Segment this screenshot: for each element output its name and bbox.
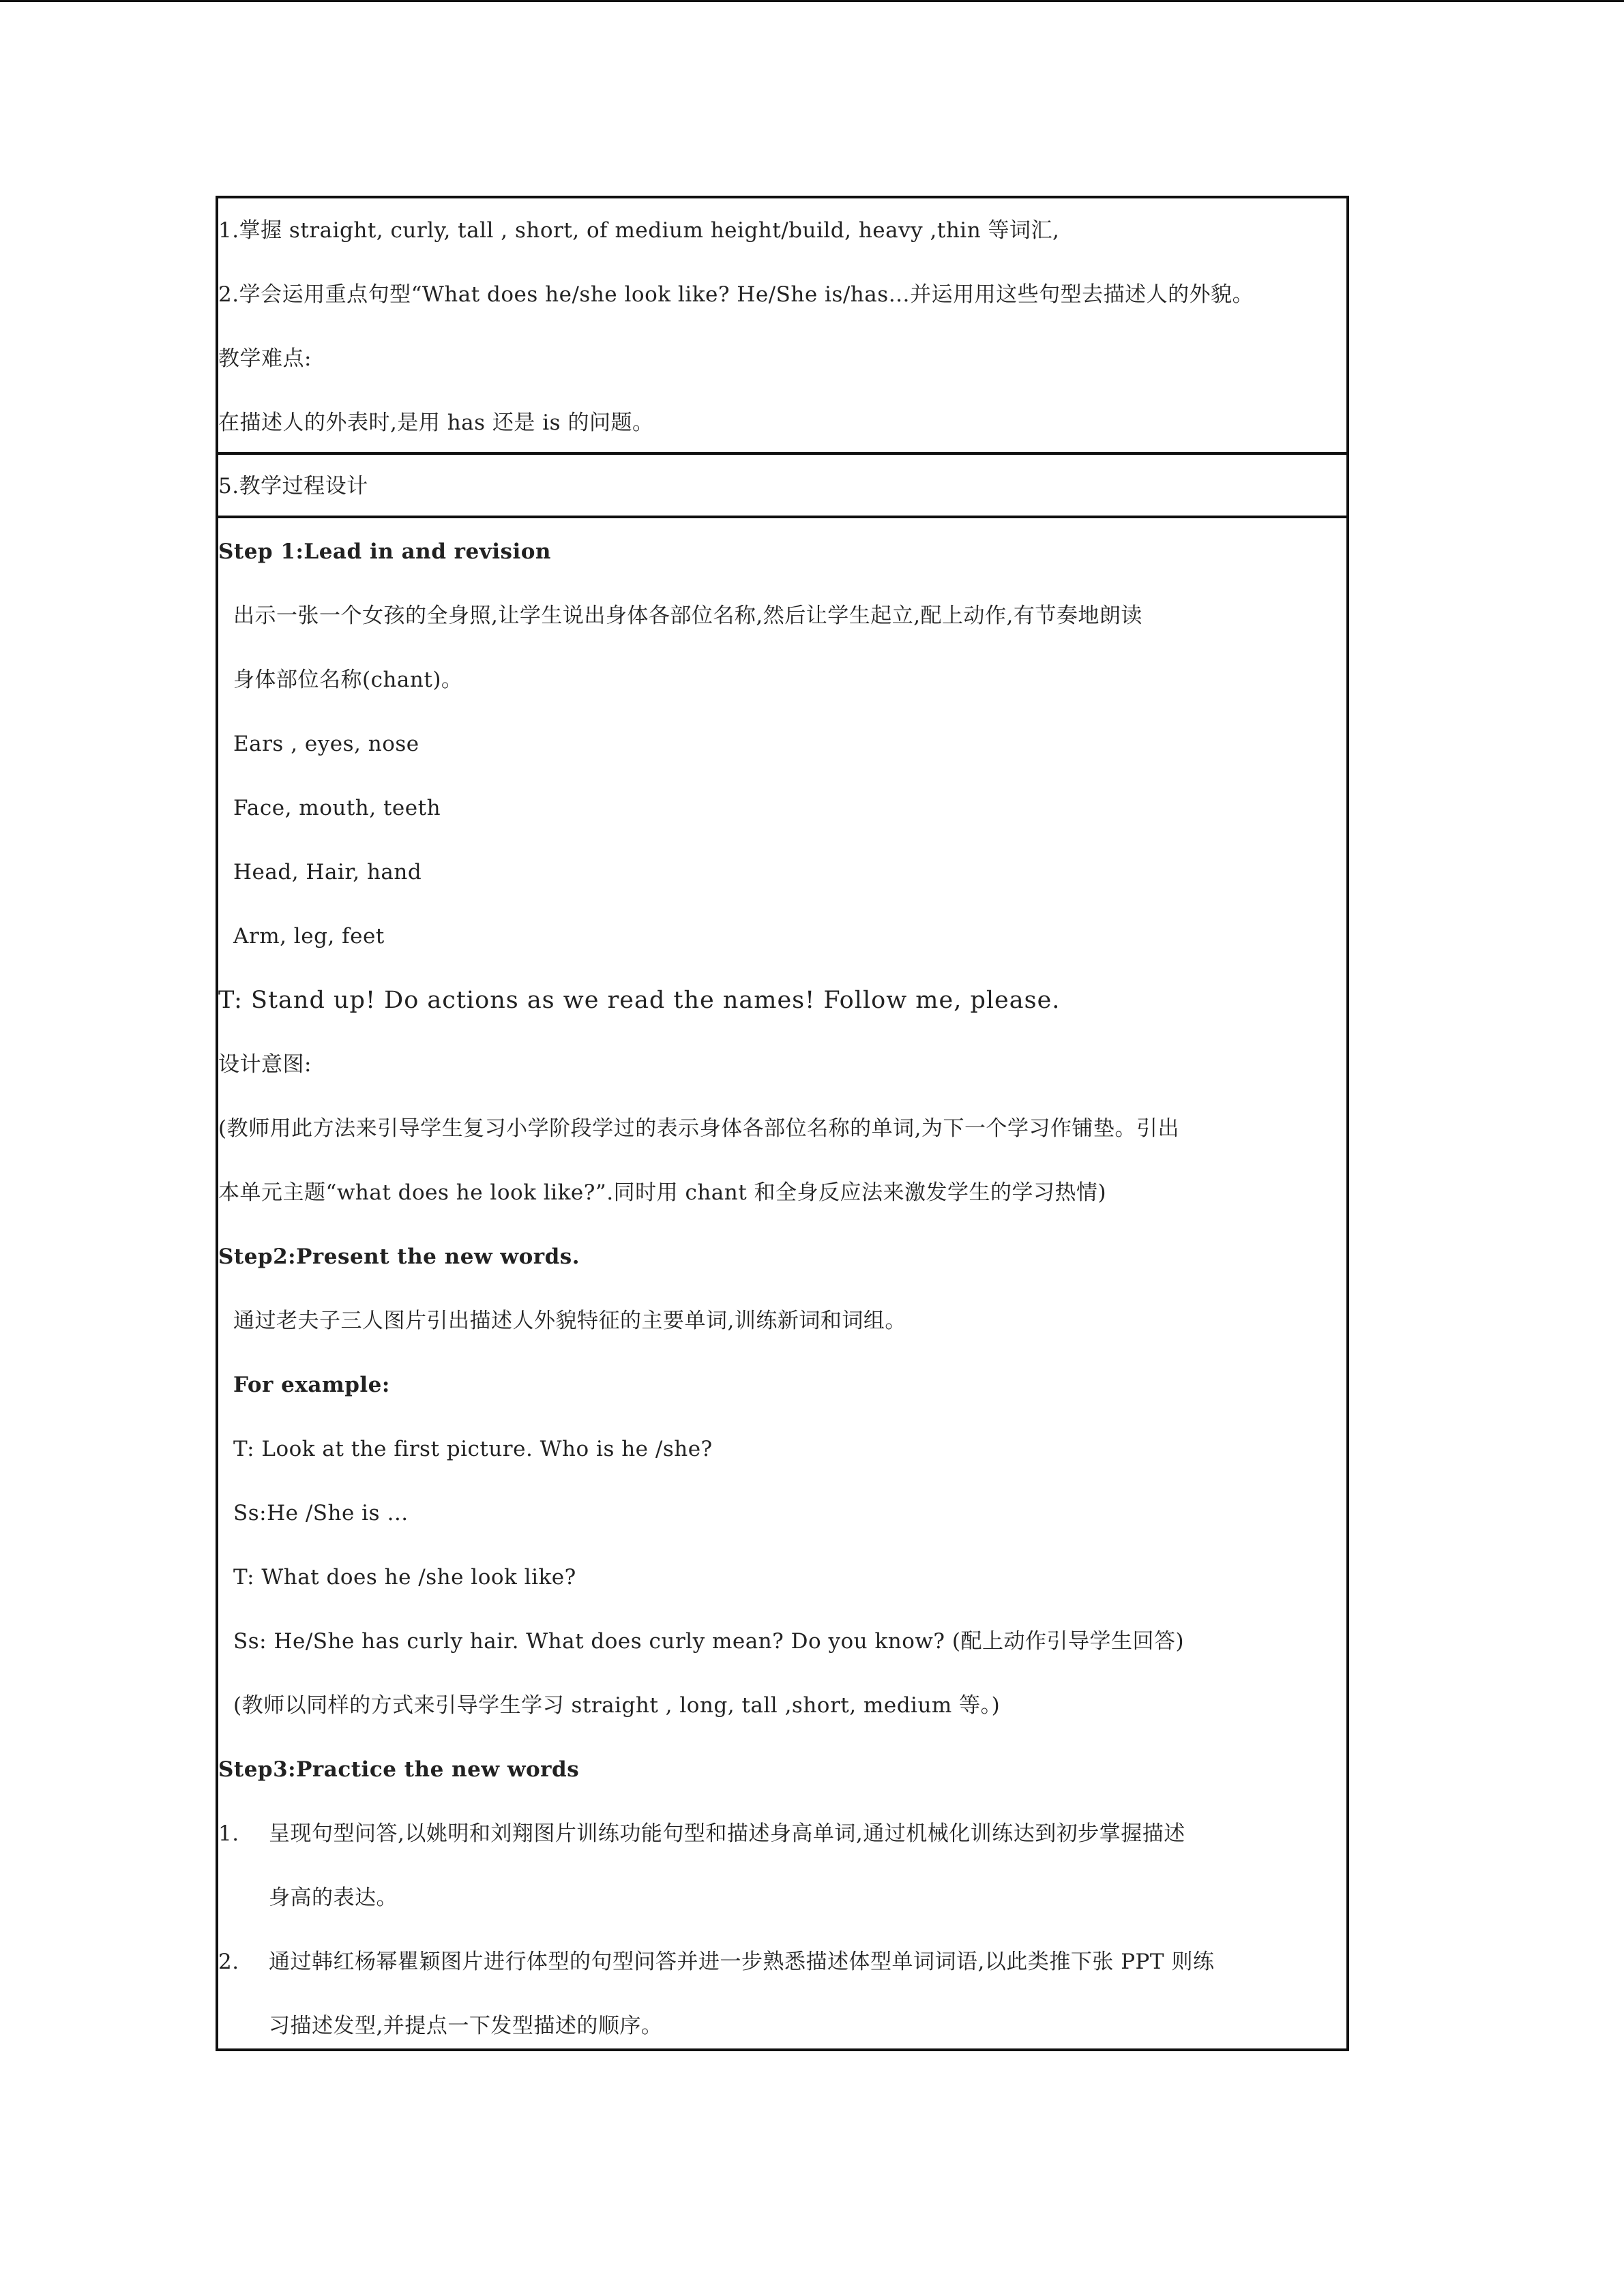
example-label: For example: <box>233 1373 390 1397</box>
step3-title: Step3:Practice the new words <box>218 1757 580 1782</box>
practice-item-line: 通过韩红杨幂瞿颖图片进行体型的句型问答并进一步熟悉描述体型单词词语,以此类推下张 PPT 则练 <box>269 1950 1215 1974</box>
teacher-instruction: T: Stand up! Do actions as we read the names! Follow me, please. <box>218 987 1061 1014</box>
practice-item-line: 身高的表达。 <box>269 1885 398 1910</box>
practice-item <box>218 1930 1346 1994</box>
list-marker: 2. <box>218 1950 239 1974</box>
lesson-plan-table <box>216 196 1349 2051</box>
dialogue-line: Ss:He /She is … <box>233 1501 409 1525</box>
dialogue-line: Ss: He/She has curly hair. What does curly mean? Do you know? (配上动作引导学生回答) <box>233 1629 1185 1654</box>
body-words-line: Ears , eyes, nose <box>233 732 419 756</box>
process-cell <box>218 518 1346 2048</box>
objective-line: 2.学会运用重点句型“What does he/she look like? He/She is/has…并运用用这些句型去描述人的外貌。 <box>218 282 1254 307</box>
dialogue-line: T: What does he /she look like? <box>233 1565 576 1590</box>
design-intent-text: 本单元主题“what does he look like?”.同时用 chant 和全身反应法来激发学生的学习热情) <box>218 1180 1107 1205</box>
body-words-line: Face, mouth, teeth <box>233 796 441 820</box>
practice-item-line: 呈现句型问答,以姚明和刘翔图片训练功能句型和描述身高单词,通过机械化训练达到初步掌握描述 <box>269 1821 1185 1846</box>
difficulty-label: 教学难点: <box>218 346 312 371</box>
design-intent-text: (教师用此方法来引导学生复习小学阶段学过的表示身体各部位名称的单词,为下一个学习作铺垫。引出 <box>218 1116 1179 1141</box>
dialogue-line: T: Look at the first picture. Who is he /she? <box>233 1437 713 1461</box>
step1-intro: 身体部位名称(chant)。 <box>233 668 463 692</box>
practice-item-text <box>269 1802 1346 1866</box>
body-words-line: Arm, leg, feet <box>233 924 385 949</box>
practice-item-line: 习描述发型,并提点一下发型描述的顺序。 <box>269 2014 663 2038</box>
design-intent-label: 设计意图: <box>218 1052 312 1077</box>
practice-item <box>218 1802 1346 1866</box>
step2-intro: 通过老夫子三人图片引出描述人外貌特征的主要单词,训练新词和词组。 <box>233 1309 906 1333</box>
process-heading-cell <box>218 455 1346 518</box>
page-top-rule <box>0 0 1624 2</box>
list-marker: 1. <box>218 1821 239 1846</box>
objectives-cell <box>218 198 1346 455</box>
step2-note: (教师以同样的方式来引导学生学习 straight , long, tall ,short, medium 等。) <box>233 1693 1001 1718</box>
section-heading: 5.教学过程设计 <box>218 474 368 498</box>
difficulty-text: 在描述人的外表时,是用 has 还是 is 的问题。 <box>218 411 654 435</box>
body-words-line: Head, Hair, hand <box>233 860 422 884</box>
step1-title: Step 1:Lead in and revision <box>218 539 551 564</box>
step2-title: Step2:Present the new words. <box>218 1244 580 1269</box>
objective-line: 1.掌握 straight, curly, tall , short, of medium height/build, heavy ,thin 等词汇, <box>218 218 1060 243</box>
step1-intro: 出示一张一个女孩的全身照,让学生说出身体各部位名称,然后让学生起立,配上动作,有节奏地朗读 <box>233 603 1142 628</box>
practice-item-text <box>269 1930 1346 1994</box>
